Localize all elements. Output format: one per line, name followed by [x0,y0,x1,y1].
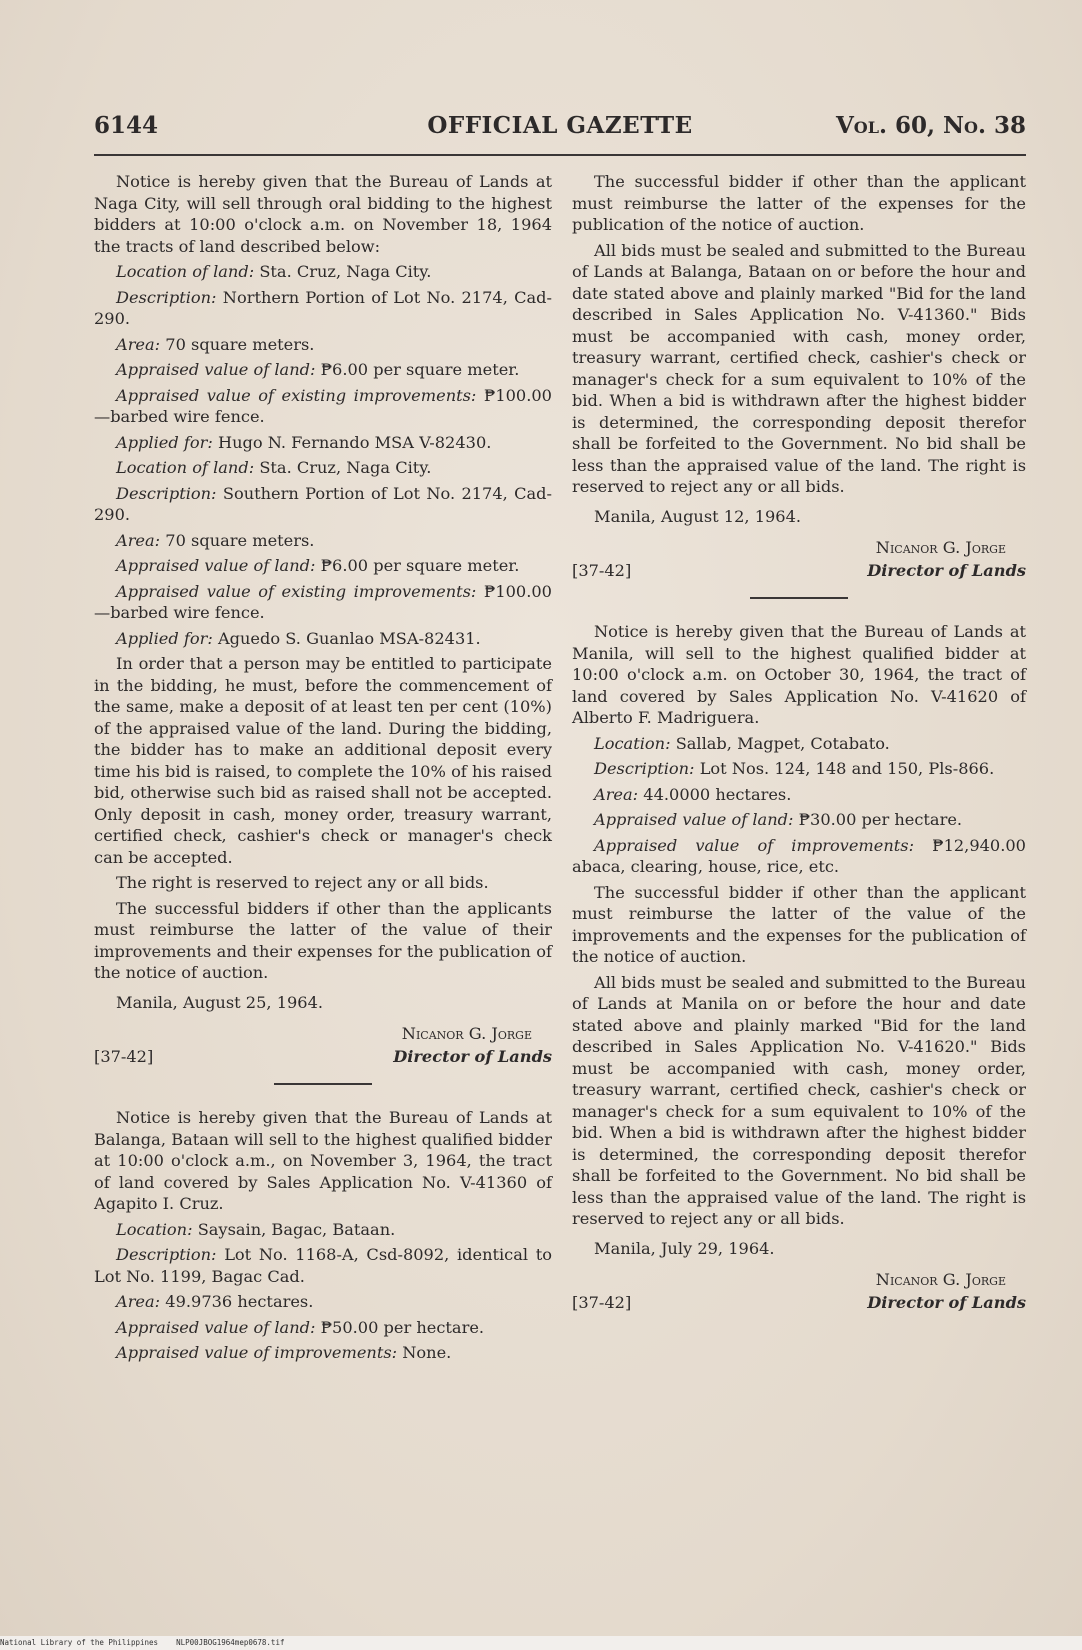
notice-divider [750,597,848,599]
notice-date: Manila, August 25, 1964. [116,992,324,1012]
signatory-name: Nicanor G. Jorge [875,1270,1006,1289]
signatory-title: Director of Lands [867,1292,1026,1312]
reimburse-paragraph: The successful bidder if other than the applicant must reimburse the latter of the expenses for the publication of the notice of auction. [572,172,1026,234]
tract-land-value: Appraised value of land: ₱6.00 per square meter. [116,360,520,379]
tract-area: Area: 70 square meters. [116,334,315,354]
reference-number: [37-42] [572,560,632,580]
tract-improvements-value: Appraised value of improvements: ₱12,940.00 abaca, clearing, house, rice, etc. [572,835,1026,876]
tract-area: Area: 70 square meters. [116,530,315,550]
header-rule [94,154,1026,156]
tract-area: Area: 44.0000 hectares. [594,784,792,804]
reference-number: [37-42] [94,1046,154,1066]
reimburse-paragraph: The successful bidders if other than the applicants must reimburse the latter of the value of their improvements and their expenses for the publication of the notice of auction. [94,898,552,982]
left-column [94,171,552,1368]
tract-applicant: Applied for: Hugo N. Fernando MSA V-82430. [116,432,492,452]
tract-description: Description: Northern Portion of Lot No. 2174, Cad-290. [94,287,552,328]
tract-land-value: Appraised value of land: ₱30.00 per hectare. [594,810,963,829]
notice-intro: Notice is hereby given that the Bureau of Lands at Naga City, will sell through oral bidding to the highest bidders at 10:00 o'clock a.m. on November 18, 1964 the tracts of land described below: [94,172,552,256]
notice-intro: Notice is hereby given that the Bureau of Lands at Balanga, Bataan will sell to the highest qualified bidder at 10:00 o'clock a.m., on November 3, 1964, the tract of land covered by Sales Application No. V-41360 of Agapito I. Cruz. [94,1108,552,1213]
tract-location: Location: Sallab, Magpet, Cotabato. [594,733,890,753]
signatory-name: Nicanor G. Jorge [875,538,1006,557]
tract-land-value: Appraised value of land: ₱50.00 per hectare. [116,1317,485,1337]
tract-location: Location: Saysain, Bagac, Bataan. [116,1219,396,1239]
notice-date: Manila, July 29, 1964. [594,1238,775,1258]
signature-block [572,537,1026,583]
volume-number: Vol. 60, No. 38 [835,112,1026,139]
notice-naga [94,171,552,1069]
right-column [572,171,1026,1315]
notice-balanga-continued [572,171,1026,583]
signature-block [572,1269,1026,1315]
tract-description: Description: Southern Portion of Lot No. 2174, Cad-290. [94,483,552,524]
notice-balanga [94,1107,552,1364]
notice-date: Manila, August 12, 1964. [594,506,802,526]
tract-land-value: Appraised value of land: ₱6.00 per square meter. [116,556,520,575]
page-number: 6144 [94,112,159,139]
tract-improvements-value: Appraised value of existing improvements: ₱100.00—barbed wire fence. [94,581,552,622]
signature-block [94,1023,552,1069]
notice-manila [572,621,1026,1315]
scan-footer [0,1638,284,1647]
signatory-name: Nicanor G. Jorge [401,1024,532,1043]
bids-paragraph: All bids must be sealed and submitted to the Bureau of Lands at Balanga, Bataan on or before the hour and date stated above and plainly marked "Bid for the land described in Sales Application No. V-41360." Bids must be accompanied with cash, money order, treasury warrant, certified check, cashier's check or manager's check for a sum equivalent to 10% of the bid. When a bid is withdrawn after the highest bidder is determined, the corresponding deposit therefor shall be forfeited to the Government. No bid shall be less than the appraised value of the land. The right is reserved to reject any or all bids. [572,240,1026,496]
publication-title: OFFICIAL GAZETTE [427,112,693,139]
signatory-title: Director of Lands [393,1046,552,1066]
tract-improvements-value: Appraised value of improvements: None. [116,1343,452,1362]
tract-applicant: Applied for: Aguedo S. Guanlao MSA-82431. [116,628,481,648]
bids-paragraph: All bids must be sealed and submitted to the Bureau of Lands at Manila on or before the hour and date stated above and plainly marked "Bid for the land described in Sales Application No. V-41620." Bids must be accompanied with cash, money order, treasury warrant, certified check, cashier's check or manager's check for a sum equivalent to 10% of the bid. When a bid is withdrawn after the highest bidder is determined, the corresponding deposit therefor shall be forfeited to the Government. No bid shall be less than the appraised value of the land. The right is reserved to reject any or all bids. [572,972,1026,1228]
tract-description: Description: Lot Nos. 124, 148 and 150, Pls-866. [594,759,995,778]
tract-improvements-value: Appraised value of existing improvements: ₱100.00—barbed wire fence. [94,385,552,426]
signatory-title: Director of Lands [867,560,1026,580]
reference-number: [37-42] [572,1292,632,1312]
notice-divider [274,1083,372,1085]
page-header [94,112,1026,152]
deposit-paragraph: In order that a person may be entitled to participate in the bidding, he must, before the commencement of the same, make a deposit of at least ten per cent (10%) of the appraised value of the land. During the bidding, the bidder has to make an additional deposit every time his bid is raised, to complete the 10% of his raised bid, otherwise such bid as raised shall not be accepted. Only deposit in cash, money order, treasury warrant, certified check, cashier's check or manager's check can be accepted. [94,654,552,867]
notice-intro: Notice is hereby given that the Bureau of Lands at Manila, will sell to the highest qualified bidder at 10:00 o'clock a.m. on October 30, 1964, the tract of land covered by Sales Application No. V-41620 of Alberto F. Madriguera. [572,622,1026,727]
tract-location: Location of land: Sta. Cruz, Naga City. [116,262,432,281]
tract-area: Area: 49.9736 hectares. [116,1292,314,1311]
scan-filename: NLP00JBOG1964mep0678.tif [176,1638,285,1647]
reimburse-paragraph: The successful bidder if other than the applicant must reimburse the latter of the value of the improvements and the expenses for the publication of the notice of auction. [572,882,1026,966]
right-reserved: The right is reserved to reject any or all bids. [116,873,489,892]
library-credit: National Library of the Philippines [0,1638,159,1647]
tract-description: Description: Lot No. 1168-A, Csd-8092, identical to Lot No. 1199, Bagac Cad. [94,1245,552,1286]
tract-location: Location of land: Sta. Cruz, Naga City. [116,458,432,477]
